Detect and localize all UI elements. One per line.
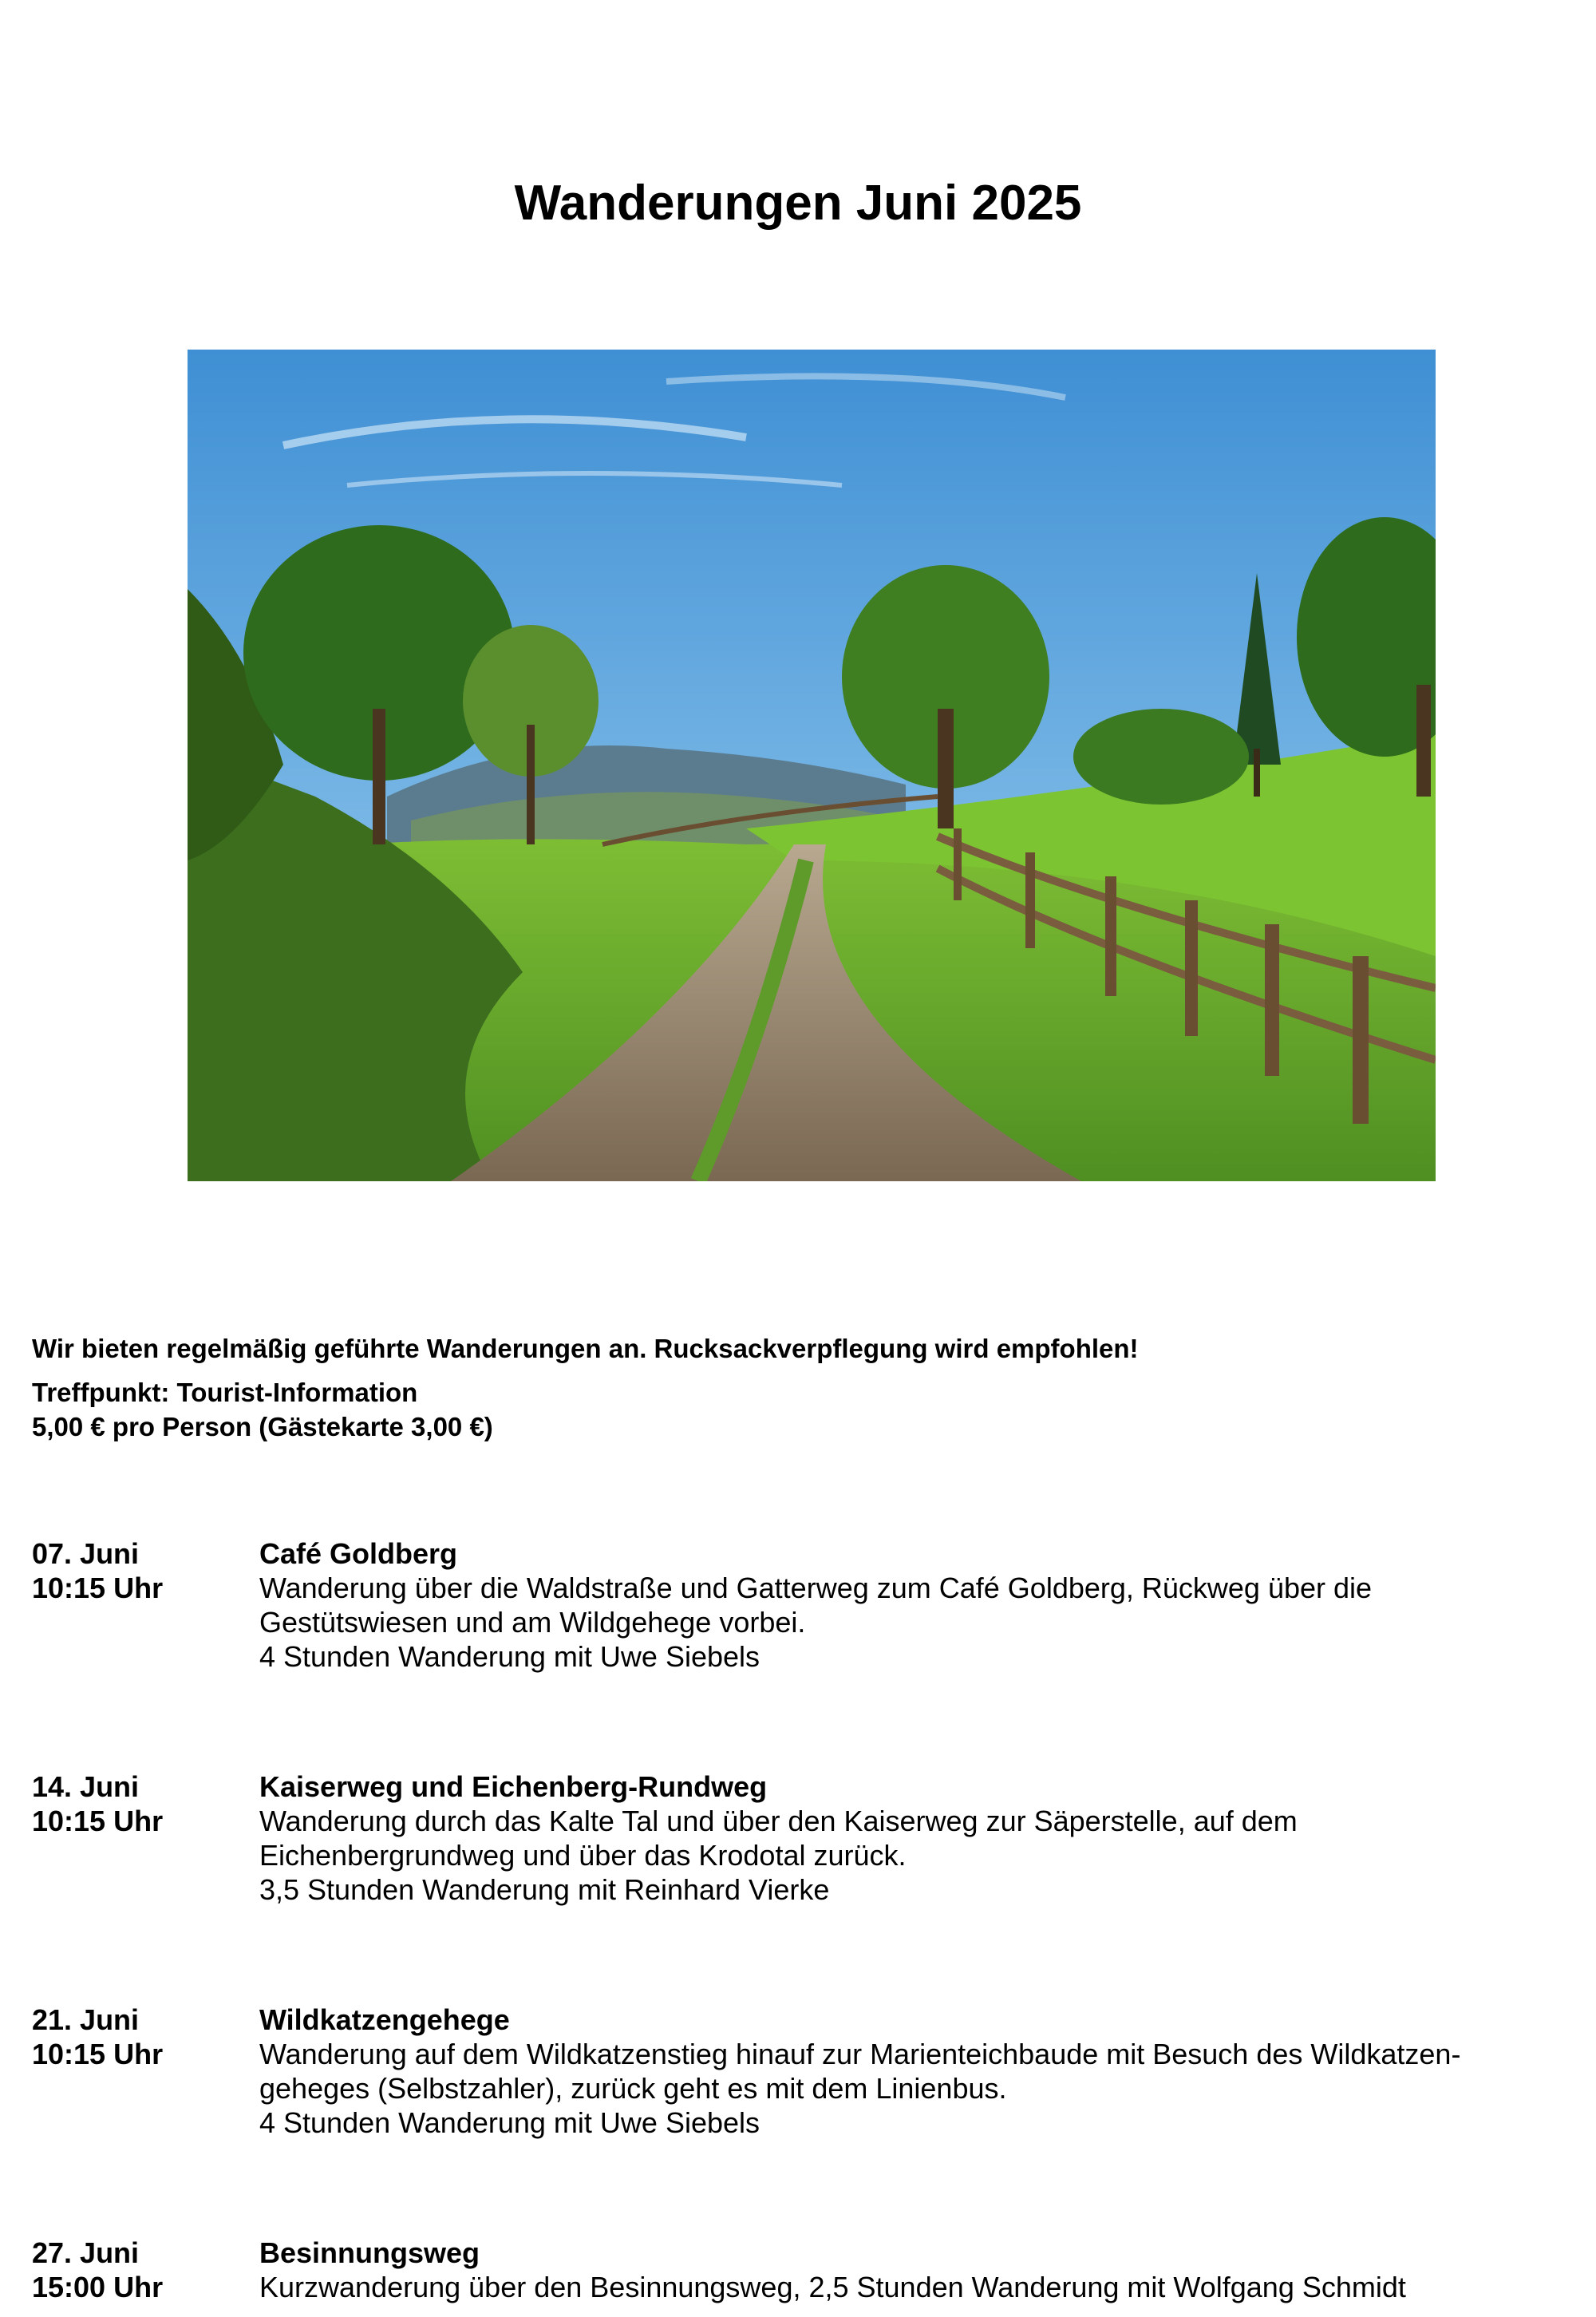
event-time: 10:15 Uhr bbox=[32, 1805, 164, 1837]
event-time: 15:00 Uhr bbox=[32, 2271, 164, 2303]
event-date: 14. Juni bbox=[32, 1770, 140, 1803]
event-title: Café Goldberg bbox=[259, 1537, 458, 1570]
event-datetime bbox=[32, 1769, 255, 1838]
event-title: Wildkatzengehege bbox=[259, 2003, 510, 2036]
event-title: Besinnungsweg bbox=[259, 2236, 480, 2269]
event-details bbox=[259, 1536, 1568, 1674]
event-description-line: geheges (Selbstzahler), zurück geht es mit dem Linienbus. bbox=[259, 2072, 1007, 2105]
event-title: Kaiserweg und Eichenberg-Rundweg bbox=[259, 1770, 768, 1803]
landscape-photo bbox=[188, 350, 1436, 1181]
event-date: 27. Juni bbox=[32, 2236, 140, 2269]
event-details bbox=[259, 2236, 1568, 2304]
intro-block bbox=[32, 1331, 1548, 1444]
event-date: 21. Juni bbox=[32, 2003, 140, 2036]
event-description-line: Wanderung auf dem Wildkatzenstieg hinauf zur Marienteichbaude mit Besuch des Wildkatzen- bbox=[259, 2038, 1461, 2070]
intro-line-price: 5,00 € pro Person (Gästekarte 3,00 €) bbox=[32, 1412, 493, 1441]
event-datetime bbox=[32, 2236, 255, 2304]
event-details bbox=[259, 1769, 1568, 1907]
hiking-path-illustration bbox=[188, 350, 1436, 1181]
page-title: Wanderungen Juni 2025 bbox=[514, 176, 1082, 231]
event-description-line: Kurzwanderung über den Besinnungsweg, 2,5 Stunden Wanderung mit Wolfgang Schmidt bbox=[259, 2271, 1406, 2303]
intro-line-offer: Wir bieten regelmäßig geführte Wanderungen an. Rucksackverpflegung wird empfohlen! bbox=[32, 1334, 1139, 1363]
event-datetime bbox=[32, 1536, 255, 1605]
event-duration-guide: 4 Stunden Wanderung mit Uwe Siebels bbox=[259, 1640, 760, 1673]
event-description-line: Gestütswiesen und am Wildgehege vorbei. bbox=[259, 1606, 806, 1639]
event-description-line: Wanderung über die Waldstraße und Gatterweg zum Café Goldberg, Rückweg über die bbox=[259, 1572, 1373, 1604]
event-date: 07. Juni bbox=[32, 1537, 140, 1570]
event-description-line: Eichenbergrundweg und über das Krodotal zurück. bbox=[259, 1839, 907, 1872]
event-duration-guide: 4 Stunden Wanderung mit Uwe Siebels bbox=[259, 2106, 760, 2139]
event-description-line: Wanderung durch das Kalte Tal und über den Kaiserweg zur Säperstelle, auf dem bbox=[259, 1805, 1298, 1837]
event-details bbox=[259, 2003, 1568, 2140]
event-duration-guide: 3,5 Stunden Wanderung mit Reinhard Vierke bbox=[259, 1873, 830, 1906]
event-time: 10:15 Uhr bbox=[32, 1572, 164, 1604]
event-time: 10:15 Uhr bbox=[32, 2038, 164, 2070]
event-datetime bbox=[32, 2003, 255, 2071]
intro-line-meeting-point: Treffpunkt: Tourist-Information bbox=[32, 1378, 418, 1407]
